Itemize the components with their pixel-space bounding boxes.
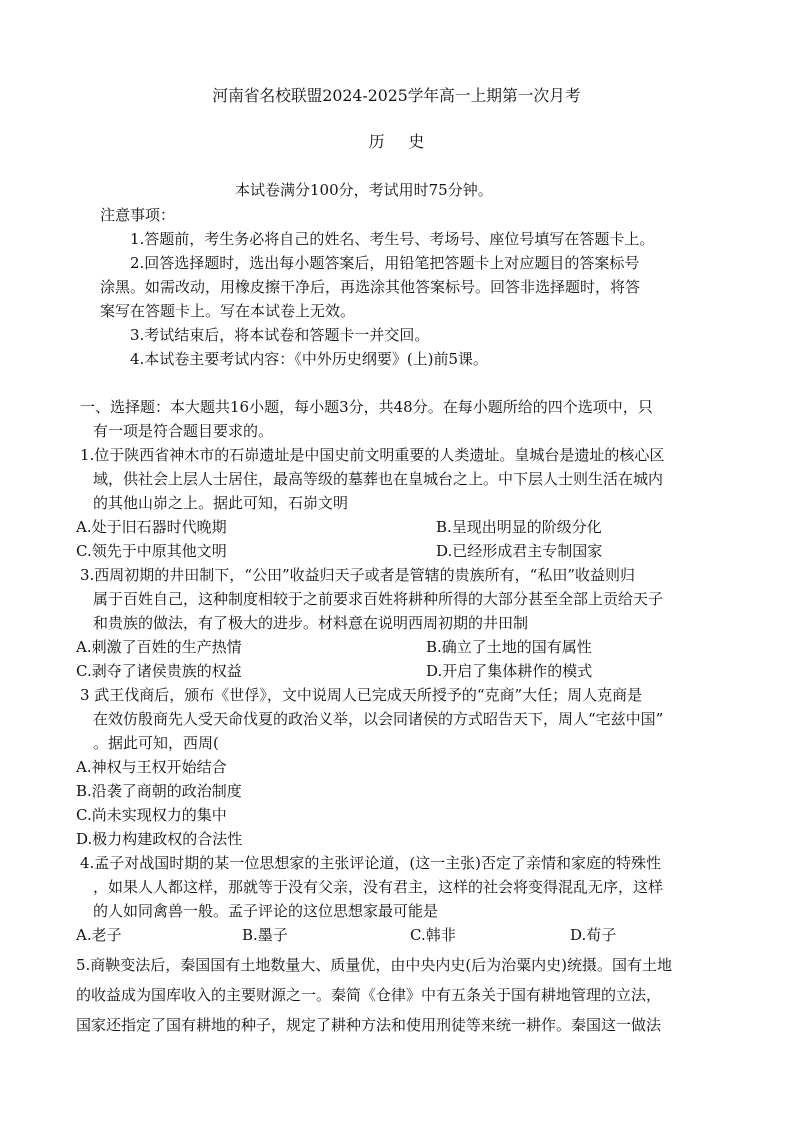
q1-option-b: B.呈现出明显的阶级分化: [436, 518, 602, 536]
section-heading-line-2: 有一项是符合题目要求的。: [93, 422, 274, 440]
q1-option-c: C.领先于中原其他文明: [76, 542, 227, 560]
q4-stem-line-2: ，如果人人都这样，那就等于没有父亲，没有君主，这样的社会将变得混乱无序，这样: [93, 878, 664, 896]
notice-item-2-line-3: 案写在答题卡上。写在本试卷上无效。: [100, 302, 356, 320]
q1-stem-line-1: 1.位于陕西省神木市的石峁遗址是中国史前文明重要的人类遗址。皇城台是遗址的核心区: [80, 446, 665, 464]
exam-title: 河南省名校联盟2024-2025学年高一上期第一次月考: [212, 86, 581, 105]
q3-option-b: B.确立了土地的国有属性: [426, 638, 592, 656]
q3-option-a: A.刺激了百姓的生产热情: [76, 638, 242, 656]
q5-stem-line-3: 国家还指定了国有耕地的种子，规定了耕种方法和使用刑徒等来统一耕作。秦国这一做法: [76, 1016, 662, 1034]
subject-char-2: 史: [408, 132, 425, 151]
q1-stem-line-2: 域，供社会上层人士居住，最高等级的墓葬也在皇城台之上。中下层人士则生活在城内: [93, 470, 664, 488]
q4-option-c: C.韩非: [410, 926, 456, 944]
q3-stem-line-2: 属于百姓自己，这种制度相较于之前要求百姓将耕种所得的大部分甚至全部上贡给天子: [93, 590, 664, 608]
q4-stem-line-3: 的人如同禽兽一般。孟子评论的这位思想家最可能是: [93, 902, 439, 920]
q3-option-c: C.剥夺了诸侯贵族的权益: [76, 662, 242, 680]
q1-option-a: A.处于旧石器时代晚期: [76, 518, 227, 536]
section-heading-line-1: 一、选择题：本大题共16小题，每小题3分，共48分。在每小题所给的四个选项中，只: [80, 398, 653, 416]
notice-item-2-line-1: 2.回答选择题时，选出每小题答案后，用铅笔把答题卡上对应题目的答案标号: [130, 254, 640, 272]
notice-item-4: 4.本试卷主要考试内容：《中外历史纲要》(上)前5课。: [130, 350, 489, 368]
q3b-option-c: C.尚未实现权力的集中: [76, 806, 227, 824]
q1-stem-line-3: 的其他山峁之上。据此可知，石峁文明: [93, 494, 349, 512]
q4-option-b: B.墨子: [242, 926, 288, 944]
notice-heading: 注意事项：: [100, 206, 176, 224]
exam-info: 本试卷满分100分，考试用时75分钟。: [235, 181, 493, 199]
q1-option-d: D.已经形成君主专制国家: [436, 542, 603, 560]
q3b-stem-line-3: 。据此可知，西周(: [93, 734, 219, 752]
notice-item-3: 3.考试结束后，将本试卷和答题卡一并交回。: [130, 326, 430, 344]
notice-item-2-line-2: 涂黑。如需改动，用橡皮擦干净后，再选涂其他答案标号。回答非选择题时，将答: [100, 278, 641, 296]
q4-stem-line-1: 4.孟子对战国时期的某一位思想家的主张评论道，(这一主张)否定了亲情和家庭的特殊性: [80, 854, 662, 872]
q3-stem-line-1: 3.西周初期的井田制下，“公田”收益归天子或者是管辖的贵族所有，“私田”收益则归: [80, 566, 635, 584]
notice-item-1: 1.答题前，考生务必将自己的姓名、考生号、考场号、座位号填写在答题卡上。: [130, 230, 655, 248]
q4-option-a: A.老子: [76, 926, 122, 944]
q5-stem-line-2: 的收益成为国库收入的主要财源之一。秦简《仓律》中有五条关于国有耕地管理的立法，: [76, 986, 662, 1004]
q3-option-d: D.开启了集体耕作的模式: [426, 662, 593, 680]
subject-char-1: 历: [368, 132, 385, 151]
q3b-stem-line-1: 3 武王伐商后，颁布《世俘》，文中说周人已完成天所授予的“克商”大任；周人克商是: [80, 686, 643, 704]
q4-option-d: D.荀子: [570, 926, 617, 944]
q3b-option-b: B.沿袭了商朝的政治制度: [76, 782, 242, 800]
q5-stem-line-1: 5.商鞅变法后，秦国国有土地数量大、质量优，由中央内史(后为治粟内史)统摄。国有土地: [76, 956, 673, 974]
q3b-option-d: D.极力构建政权的合法性: [76, 830, 243, 848]
q3-stem-line-3: 和贵族的做法，有了极大的进步。材料意在说明西周初期的井田制: [93, 614, 529, 632]
q3b-option-a: A.神权与王权开始结合: [76, 758, 227, 776]
q3b-stem-line-2: 在效仿殷商先人受天命伐夏的政治义举，以会同诸侯的方式昭告天下，周人“宅兹中国”: [93, 710, 664, 728]
subject-title: [0, 132, 793, 152]
